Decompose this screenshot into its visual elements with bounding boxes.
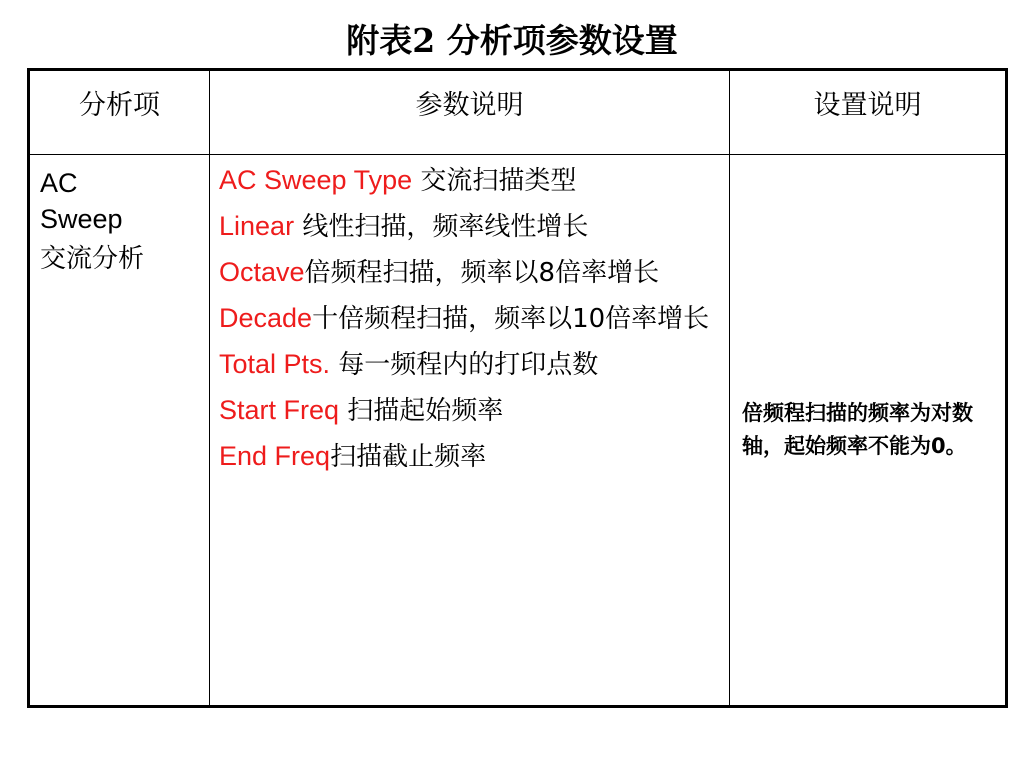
param-total-pts [219,345,723,384]
param-desc: 十倍频程扫描，频率以10倍率增长 [312,304,710,334]
header-analysis-item: 分析项 [29,70,210,155]
page-title: 附表2 分析项参数设置 [346,21,678,60]
param-term: Total Pts. [219,349,331,379]
param-end-freq [219,437,723,476]
param-term: End Freq [219,441,331,471]
param-term: Linear [219,211,295,241]
analysis-item-en-line2: Sweep [40,204,123,234]
param-desc: 倍频程扫描，频率以8倍率增长 [304,258,660,288]
param-start-freq [219,391,723,430]
table-row [29,155,1007,707]
param-term: Start Freq [219,395,340,425]
analysis-item-cell [29,155,210,707]
param-term: Decade [219,303,313,333]
table-header-row [29,70,1007,155]
parameter-list-cell [210,155,730,707]
setting-note-cell [730,155,1007,707]
analysis-item-cn: 交流分析 [40,244,145,274]
param-ac-sweep-type [219,161,723,200]
param-desc: 交流扫描类型 [412,166,577,196]
param-term: AC Sweep Type [219,165,413,195]
analysis-item-en-line1: AC [40,168,78,198]
parameter-table [27,68,1008,708]
param-term: Octave [219,257,305,287]
param-desc: 线性扫描，频率线性增长 [294,212,589,242]
header-parameter-description: 参数说明 [210,70,730,155]
param-octave [219,253,723,292]
param-desc: 扫描截止频率 [330,442,487,472]
setting-note-text: 倍频程扫描的频率为对数轴，起始频率不能为0。 [742,401,973,458]
param-decade [219,299,723,338]
param-desc: 每一频程内的打印点数 [330,350,599,380]
param-linear [219,207,723,246]
param-desc: 扫描起始频率 [339,396,504,426]
header-setting-note: 设置说明 [730,70,1007,155]
